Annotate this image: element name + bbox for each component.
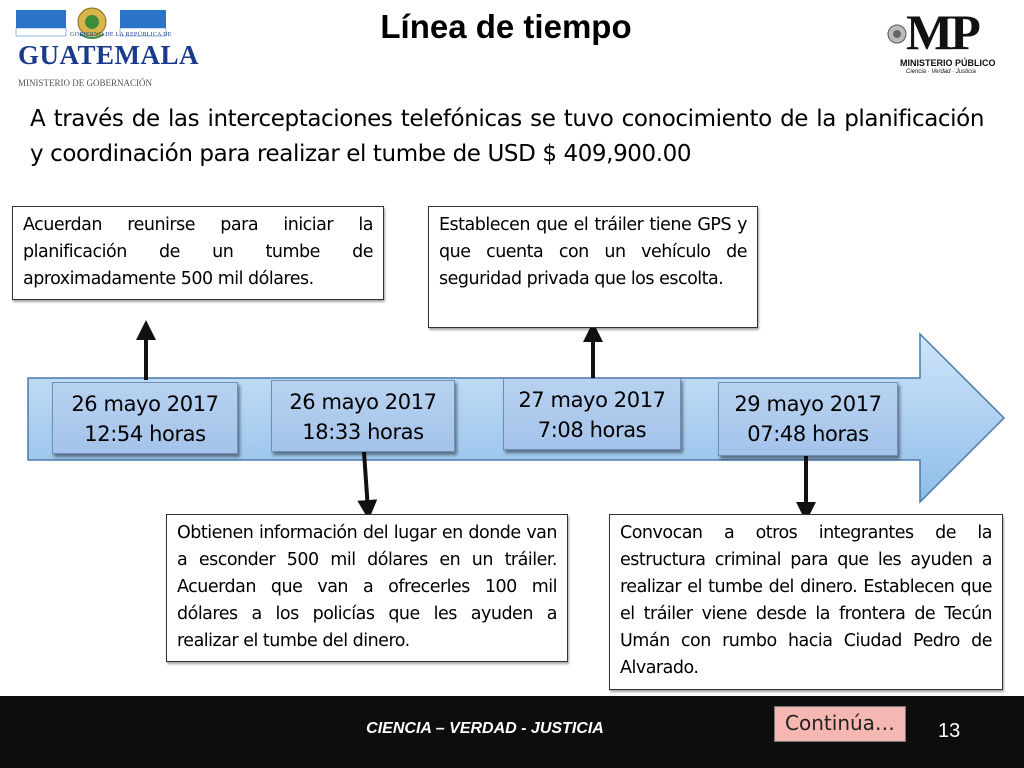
page-number: 13: [938, 720, 961, 742]
page-title: Línea de tiempo: [380, 8, 632, 45]
event-date: 26 mayo 2017: [71, 392, 219, 416]
event-note-4: Convocan a otros integrantes de la estructura criminal para que les ayuden a realizar el tumbe del dinero. Establecen que el tráiler viene desde la frontera de Tecún Umán con rumbo hacia Ciudad Pedro de Alvarado.: [609, 514, 1003, 690]
event-note-2: Obtienen información del lugar en donde van a esconder 500 mil dólares en un tráiler. Acuerdan que van a ofrecerles 100 mil dólares a los policías que les ayuden a realizar el tumbe del dinero.: [166, 514, 568, 662]
intro-text: A través de las interceptaciones telefónicas se tuvo conocimiento de la planificación y coordinación para realizar el tumbe de USD $ 409,900.00: [30, 106, 984, 167]
event-time: 7:08 horas: [537, 418, 647, 442]
event-time: 18:33 horas: [302, 420, 424, 444]
event-date: 29 mayo 2017: [734, 392, 882, 416]
date-box-2: [271, 380, 455, 452]
continue-button[interactable]: Continúa…: [774, 706, 906, 742]
event-date: 26 mayo 2017: [289, 390, 437, 414]
logo-letters: MP: [906, 4, 978, 60]
logo-motto: Ciencia · Verdad · Justicia: [906, 69, 976, 75]
logo-sub-text: MINISTERIO DE GOBERNACIÓN: [18, 78, 152, 88]
footer-bar: [0, 696, 1024, 768]
event-note-1: Acuerdan reunirse para iniciar la planificación de un tumbe de aproximadamente 500 mil dólares.: [12, 206, 384, 300]
date-box-1: [52, 382, 238, 454]
event-time: 07:48 horas: [747, 422, 869, 446]
logo-top-text: GOBIERNO DE LA REPÚBLICA DE: [70, 32, 172, 38]
event-time: 12:54 horas: [84, 422, 206, 446]
footer-motto: CIENCIA – VERDAD - JUSTICIA: [366, 720, 604, 737]
event-date: 27 mayo 2017: [518, 388, 666, 412]
event-note-3: Establecen que el tráiler tiene GPS y que cuenta con un vehículo de seguridad privada que los escolta.: [428, 206, 758, 328]
logo-name: MINISTERIO PÚBLICO: [900, 58, 996, 68]
date-box-3: [503, 378, 681, 450]
date-box-4: [718, 382, 898, 456]
logo-main-text: GUATEMALA: [18, 40, 200, 70]
